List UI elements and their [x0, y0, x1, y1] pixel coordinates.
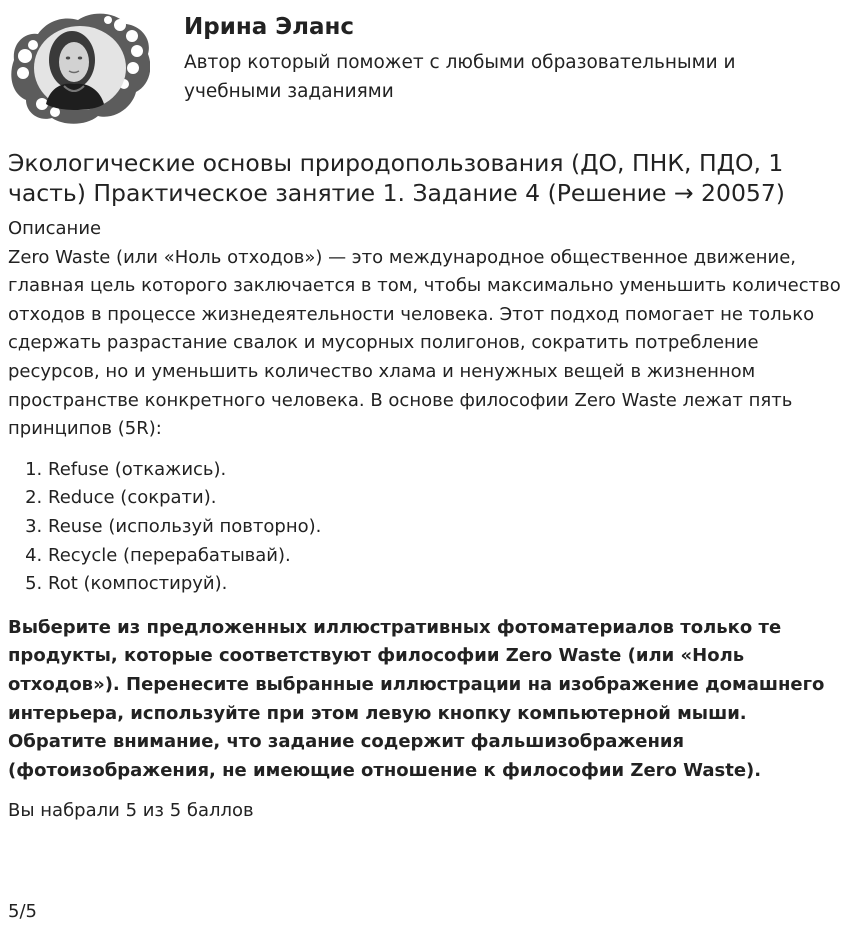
list-item: 4. Recycle (перерабатывай).	[48, 542, 843, 571]
list-item: 2. Reduce (сократи).	[48, 484, 843, 513]
list-item: 1. Refuse (откажись).	[48, 456, 843, 485]
score-fraction: 5/5	[8, 901, 37, 922]
list-item: 5. Rot (компостируй).	[48, 570, 843, 599]
author-card	[8, 8, 838, 126]
author-avatar	[8, 8, 150, 126]
page-title: Экологические основы природопользования (ДО, ПНК, ПДО, 1 часть) Практическое занятие 1. Задание 4 (Решение → 20057)	[8, 149, 785, 207]
score-text: Вы набрали 5 из 5 баллов	[8, 800, 254, 822]
principles-list	[8, 456, 843, 599]
description-label: Описание	[8, 218, 102, 239]
author-description: Автор который поможет с любыми образовательными и учебными заданиями	[184, 52, 736, 102]
task-content	[8, 215, 843, 826]
description-text: Zero Waste (или «Ноль отходов») — это международное общественное движение, главная цель которого заключается в том, чтобы максимально уменьшить количество отходов в процессе жизнедеятельности человека. Этот подход помогает не только сдержать разрастание свалок и мусорных полигонов, сократить потребление ресурсов, но и уменьшить количество хлама и ненужных вещей в жизненном пространстве конкретного человека. В основе философии Zero Waste лежат пять принципов (5R):	[8, 246, 841, 440]
list-item: 3. Reuse (используй повторно).	[48, 513, 843, 542]
task-instructions: Выберите из предложенных иллюстративных фотоматериалов только те продукты, которые соответствуют философии Zero Waste (или «Ноль отходов»). Перенесите выбранные иллюстрации на изображение домашнего интерьера, используйте при этом левую кнопку компьютерной мыши. Обратите внимание, что задание содержит фальшизображения (фотоизображения, не имеющие отношение к философии Zero Waste).	[8, 616, 825, 781]
author-name: Ирина Эланс	[184, 14, 355, 40]
